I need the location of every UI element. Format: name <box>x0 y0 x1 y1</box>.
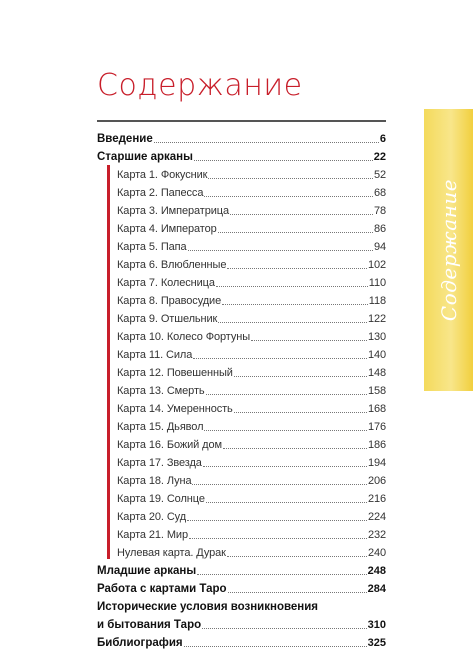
toc-entry-title: Карта 7. Колесница <box>117 277 215 289</box>
toc-entry-page: 310 <box>367 619 386 631</box>
toc-leader-dots <box>202 628 367 629</box>
toc-entry-page: 186 <box>367 439 386 451</box>
toc-entry-intro[interactable] <box>97 128 386 146</box>
toc-entry-bibliography[interactable] <box>97 632 386 650</box>
toc-entry-title: Введение <box>97 133 153 145</box>
toc-entry-working-with-cards[interactable] <box>97 578 386 596</box>
toc-entry-title: Карта 13. Смерть <box>117 385 205 397</box>
toc-leader-dots <box>197 574 366 575</box>
toc-entry-page: 122 <box>367 313 386 325</box>
toc-entry-title: Карта 12. Повешенный <box>117 367 233 379</box>
toc-entry-page: 110 <box>368 277 386 289</box>
toc-entry-history[interactable] <box>97 596 386 632</box>
toc-leader-dots <box>189 538 367 539</box>
toc-entry-title: Карта 19. Солнце <box>117 493 205 505</box>
toc-entry-card[interactable] <box>97 452 386 470</box>
toc-entry-page: 130 <box>367 331 386 343</box>
toc-entry-card[interactable] <box>97 380 386 398</box>
toc-leader-dots <box>251 340 367 341</box>
major-arcana-cards-list <box>97 164 386 560</box>
toc-entry-page: 86 <box>373 223 386 235</box>
title-underline <box>97 120 386 122</box>
toc-leader-dots <box>203 466 367 467</box>
toc-leader-dots <box>204 196 373 197</box>
toc-entry-page: 240 <box>367 547 386 559</box>
toc-entry-title: Карта 6. Влюбленные <box>117 259 227 271</box>
toc-entry-page: 102 <box>367 259 386 271</box>
toc-entry-card[interactable] <box>97 398 386 416</box>
page-title: Содержание <box>97 68 303 103</box>
toc-entry-page: 176 <box>367 421 386 433</box>
toc-entry-page: 94 <box>373 241 386 253</box>
toc-leader-dots <box>192 484 366 485</box>
toc-entry-page: 148 <box>367 367 386 379</box>
section-accent-bar <box>107 165 110 559</box>
toc-entry-card[interactable] <box>97 434 386 452</box>
toc-entry-title: Карта 16. Божий дом <box>117 439 222 451</box>
toc-entry-title: Нулевая карта. Дурак <box>117 547 226 559</box>
toc-entry-page: 248 <box>367 565 386 577</box>
toc-entry-title: Старшие арканы <box>97 151 193 163</box>
toc-leader-dots <box>216 286 368 287</box>
toc-entry-card[interactable] <box>97 524 386 542</box>
toc-leader-dots <box>218 232 373 233</box>
toc-entry-title: Карта 17. Звезда <box>117 457 202 469</box>
toc-entry-card[interactable] <box>97 416 386 434</box>
toc-leader-dots <box>218 322 367 323</box>
toc-entry-title: Карта 15. Дьявол <box>117 421 204 433</box>
toc-entry-title-line2-row <box>97 614 386 632</box>
toc-leader-dots <box>230 214 373 215</box>
toc-entry-card[interactable] <box>97 344 386 362</box>
toc-entry-page: 78 <box>373 205 386 217</box>
toc-entry-title: Карта 3. Императрица <box>117 205 229 217</box>
toc-entry-page: 140 <box>367 349 386 361</box>
toc-leader-dots <box>223 448 367 449</box>
toc-leader-dots <box>222 304 368 305</box>
toc-leader-dots <box>184 646 367 647</box>
toc-entry-card[interactable] <box>97 488 386 506</box>
toc-entry-title: Младшие арканы <box>97 565 197 577</box>
toc-leader-dots <box>154 142 379 143</box>
toc-leader-dots <box>234 412 367 413</box>
toc-leader-dots <box>208 178 373 179</box>
toc-leader-dots <box>204 430 367 431</box>
toc-entry-page: 325 <box>367 637 386 649</box>
toc-entry-page: 206 <box>367 475 386 487</box>
toc-entry-title: Карта 5. Папа <box>117 241 187 253</box>
toc-entry-page: 22 <box>373 151 386 163</box>
toc-entry-title: Работа с картами Таро <box>97 583 227 595</box>
toc-entry-page: 216 <box>367 493 386 505</box>
toc-entry-title: Карта 10. Колесо Фортуны <box>117 331 251 343</box>
toc-leader-dots <box>206 502 367 503</box>
toc-entry-card[interactable] <box>97 506 386 524</box>
toc-entry-title-line1-row <box>97 596 386 614</box>
toc-entry-title: Карта 20. Суд <box>117 511 187 523</box>
toc-entry-minor-arcana[interactable] <box>97 560 386 578</box>
toc-leader-dots <box>234 376 367 377</box>
toc-leader-dots <box>206 394 367 395</box>
toc-entry-title-line2: и бытования Таро <box>97 619 202 631</box>
toc-entry-card[interactable] <box>97 164 386 182</box>
toc-entry-card[interactable] <box>97 326 386 344</box>
toc-entry-title: Карта 2. Папесса <box>117 187 204 199</box>
toc-entry-title: Карта 8. Правосудие <box>117 295 222 307</box>
side-tab-label: Содержание <box>436 178 461 322</box>
toc-entry-page: 194 <box>367 457 386 469</box>
toc-entry-card[interactable] <box>97 290 386 308</box>
toc-entry-page: 68 <box>373 187 386 199</box>
toc-entry-page: 6 <box>379 133 386 145</box>
toc-entry-card[interactable] <box>97 308 386 326</box>
toc-entry-card[interactable] <box>97 218 386 236</box>
toc-entry-page: 168 <box>367 403 386 415</box>
toc-entry-page: 158 <box>367 385 386 397</box>
toc-entry-card[interactable] <box>97 182 386 200</box>
toc-entry-title: Карта 9. Отшельник <box>117 313 218 325</box>
toc-entry-card[interactable] <box>97 254 386 272</box>
toc-entry-card[interactable] <box>97 200 386 218</box>
toc-entry-page: 284 <box>367 583 386 595</box>
toc-entry-title: Карта 4. Император <box>117 223 217 235</box>
toc-entry-major-arcana[interactable] <box>97 146 386 164</box>
toc-leader-dots <box>188 250 373 251</box>
toc-entry-title: Карта 11. Сила <box>117 349 193 361</box>
toc-leader-dots <box>194 160 373 161</box>
toc-leader-dots <box>193 358 367 359</box>
toc-entry-title: Карта 21. Мир <box>117 529 188 541</box>
toc-entry-card[interactable] <box>97 272 386 290</box>
toc-entry-title-line1: Исторические условия возникновения <box>97 601 319 613</box>
toc-entry-page: 232 <box>367 529 386 541</box>
toc-entry-card[interactable] <box>97 362 386 380</box>
section-side-tab <box>424 109 473 391</box>
toc-entry-page: 52 <box>373 169 386 181</box>
table-of-contents <box>97 128 386 650</box>
toc-leader-dots <box>227 268 367 269</box>
toc-entry-card[interactable] <box>97 236 386 254</box>
toc-leader-dots <box>187 520 367 521</box>
toc-leader-dots <box>228 592 367 593</box>
toc-entry-title: Библиография <box>97 637 183 649</box>
toc-entry-page: 224 <box>367 511 386 523</box>
toc-entry-title: Карта 18. Луна <box>117 475 192 487</box>
toc-entry-page: 118 <box>368 295 386 307</box>
toc-entry-card[interactable] <box>97 542 386 560</box>
toc-entry-card[interactable] <box>97 470 386 488</box>
toc-entry-title: Карта 14. Умеренность <box>117 403 233 415</box>
toc-entry-title: Карта 1. Фокусник <box>117 169 208 181</box>
toc-leader-dots <box>227 556 367 557</box>
